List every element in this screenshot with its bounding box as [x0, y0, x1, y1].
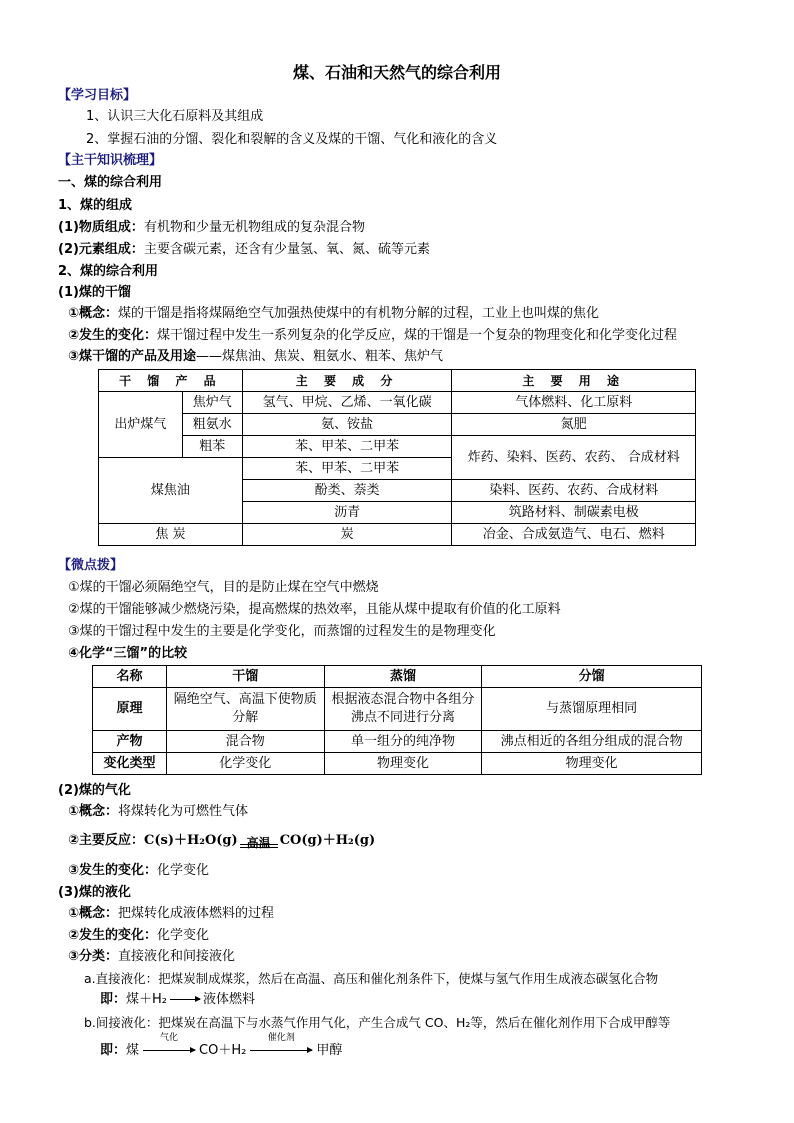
cell: 氮肥 [452, 414, 696, 436]
eq-methanol: 甲醇 [316, 1043, 343, 1058]
table-row [93, 666, 702, 688]
cell: 混合物 [166, 731, 324, 753]
table-row [93, 731, 702, 753]
cell: 氢气、甲烷、乙烯、一氧化碳 [242, 392, 452, 414]
cell: 隔绝空气、高温下使物质分解 [166, 688, 324, 731]
row-label-change-type: 变化类型 [93, 753, 167, 775]
cell: 冶金、合成氨造气、电石、燃料 [452, 524, 696, 546]
element-composition [58, 241, 430, 259]
gas-concept-text: 将煤转化为可燃性气体 [118, 804, 249, 819]
liq-classification [68, 948, 235, 966]
table-row [99, 370, 696, 392]
dry-change-label: ②发生的变化： [68, 328, 158, 343]
table-row [99, 392, 696, 414]
table-row [93, 688, 702, 731]
material-composition-label: (1)物质组成： [58, 220, 144, 235]
cell: 化学变化 [166, 753, 324, 775]
material-composition-text: 有机物和少量无机物组成的复杂混合物 [143, 220, 365, 235]
cell: 焦炉气 [182, 392, 242, 414]
dry-concept-text: 煤的干馏是指将煤隔绝空气加强热使煤中的有机物分解的过程，工业上也叫煤的焦化 [118, 306, 600, 321]
tip-4-three-distillations: ④化学“三馏”的比较 [68, 646, 188, 661]
tip-2: ②煤的干馏能够减少燃烧污染，提高燃煤的热效率，且能从煤中提取有价值的化工原料 [68, 602, 561, 617]
direct-liquefaction: a.直接液化：把煤炭制成煤浆，然后在高温、高压和催化剂条件下，使煤与氢气作用生成液态碳氢化合物 [84, 971, 659, 986]
table-row [99, 436, 696, 458]
element-composition-text: 主要含碳元素，还含有少量氢、氧、氮、硫等元素 [143, 242, 430, 257]
goal-2: 2、掌握石油的分馏、裂化和裂解的含义及煤的干馏、气化和液化的含义 [86, 132, 498, 147]
cell: 沥青 [242, 502, 452, 524]
header-name: 名称 [93, 666, 167, 688]
dry-distillation-heading: (1)煤的干馏 [58, 285, 131, 300]
row-label-product: 产物 [93, 731, 167, 753]
cell: 物理变化 [482, 753, 702, 775]
table-row [93, 753, 702, 775]
table-row [99, 414, 696, 436]
cell: 染料、医药、农药、合成材料 [452, 480, 696, 502]
group-furnace-gas: 出炉煤气 [99, 392, 183, 458]
element-composition-label: (2)元素组成： [58, 242, 144, 257]
cell: 物理变化 [324, 753, 482, 775]
liq-classification-text: 直接液化和间接液化 [118, 949, 236, 964]
cell: 苯、甲苯、二甲苯 [242, 436, 452, 458]
reaction-products: CO(g)＋H₂(g) [279, 833, 376, 848]
section-1-heading: 一、煤的综合利用 [58, 175, 163, 190]
gas-concept-label: ①概念： [68, 804, 119, 819]
row-label-principle: 原理 [93, 688, 167, 731]
cell: 与蒸馏原理相同 [482, 688, 702, 731]
liq-concept-label: ①概念： [68, 906, 119, 921]
tip-3: ③煤的干馏过程中发生的主要是化学变化，而蒸馏的过程发生的是物理变化 [68, 624, 496, 639]
dry-products [68, 348, 443, 366]
indirect-liquefaction-equation [100, 1033, 343, 1060]
table-row [99, 524, 696, 546]
gas-reaction [68, 832, 375, 850]
dry-products-text: ——煤焦油、焦炭、粗氨水、粗苯、焦炉气 [196, 349, 444, 364]
eq-syngas: CO＋H₂ [199, 1043, 247, 1058]
arrow-icon [170, 999, 200, 1000]
arrow-catalyst [250, 1033, 312, 1060]
liq-change [68, 927, 209, 945]
dry-change [68, 327, 677, 345]
header-fractionation: 分馏 [482, 666, 702, 688]
eq-right: 液体燃料 [203, 992, 256, 1007]
group-coal-tar: 煤焦油 [99, 458, 243, 524]
reaction-reactants: C(s)＋H₂O(g) [144, 833, 238, 848]
indirect-liquefaction: b.间接液化：把煤炭在高温下与水蒸气作用气化，产生合成气 CO、H₂等，然后在催化剂作用下合成甲醇等 [84, 1015, 671, 1030]
dry-concept-label: ①概念： [68, 306, 119, 321]
subsection-coal-composition: 1、煤的组成 [58, 198, 133, 213]
material-composition [58, 219, 365, 237]
main-knowledge-tag: 【主干知识梳理】 [58, 153, 163, 168]
three-distillations-table [92, 665, 702, 775]
cell: 筑路材料、制碳素电极 [452, 502, 696, 524]
eq-label: 即： [100, 1043, 127, 1058]
arrow-icon [143, 1050, 195, 1051]
liq-change-label: ②发生的变化： [68, 928, 158, 943]
liq-change-text: 化学变化 [157, 928, 210, 943]
cell: 沸点相近的各组分组成的混合物 [482, 731, 702, 753]
arrow-icon [250, 1050, 312, 1051]
gas-reaction-label: ②主要反应： [68, 833, 145, 848]
dry-change-text: 煤干馏过程中发生一系列复杂的化学反应，煤的干馏是一个复杂的物理变化和化学变化过程 [157, 328, 678, 343]
cell: 氨、铵盐 [242, 414, 452, 436]
arrow-label-gasification: 气化 [160, 1033, 179, 1043]
cell: 根据液态混合物中各组分沸点不同进行分离 [324, 688, 482, 731]
subsection-coal-utilization: 2、煤的综合利用 [58, 264, 159, 279]
gas-change-text: 化学变化 [157, 863, 210, 878]
liq-concept-text: 把煤转化成液体燃料的过程 [118, 906, 275, 921]
eq-coal: 煤 [126, 1043, 140, 1058]
gas-concept [68, 803, 248, 821]
header-dry-distillation: 干馏 [166, 666, 324, 688]
eq-left: 煤＋H₂ [126, 992, 168, 1007]
cell: 炭 [242, 524, 452, 546]
header-product: 干 馏 产 品 [99, 370, 243, 392]
reaction-condition: 高温 [246, 836, 271, 850]
dry-products-label: ③煤干馏的产品及用途 [68, 349, 197, 364]
direct-liquefaction-equation [100, 991, 255, 1009]
cell: 苯、甲苯、二甲苯 [242, 458, 452, 480]
tips-tag: 【微点拨】 [58, 558, 124, 573]
cell: 粗氨水 [182, 414, 242, 436]
learning-goals-tag: 【学习目标】 [58, 88, 137, 103]
cell: 焦 炭 [99, 524, 243, 546]
liq-concept [68, 905, 274, 923]
header-component: 主 要 成 分 [242, 370, 452, 392]
dry-concept [68, 305, 599, 323]
cell: 单一组分的纯净物 [324, 731, 482, 753]
goal-1: 1、认识三大化石原料及其组成 [86, 109, 264, 124]
arrow-gasification [143, 1033, 195, 1060]
arrow-label-catalyst: 催化剂 [267, 1033, 295, 1043]
cell: 粗苯 [182, 436, 242, 458]
gas-change [68, 862, 209, 880]
cell: 酚类、萘类 [242, 480, 452, 502]
tip-1: ①煤的干馏必须隔绝空气，目的是防止煤在空气中燃烧 [68, 580, 379, 595]
eq-label: 即： [100, 992, 127, 1007]
liquefaction-heading: (3)煤的液化 [58, 885, 131, 900]
header-use: 主 要 用 途 [452, 370, 696, 392]
gasification-heading: (2)煤的气化 [58, 783, 131, 798]
gas-change-label: ③发生的变化： [68, 863, 158, 878]
cell: 炸药、染料、医药、农药、 合成材料 [452, 436, 696, 480]
page-title: 煤、石油和天然气的综合利用 [292, 63, 501, 82]
header-distillation: 蒸馏 [324, 666, 482, 688]
cell: 气体燃料、化工原料 [452, 392, 696, 414]
dry-distillation-products-table [98, 369, 696, 546]
liq-classification-label: ③分类： [68, 949, 119, 964]
